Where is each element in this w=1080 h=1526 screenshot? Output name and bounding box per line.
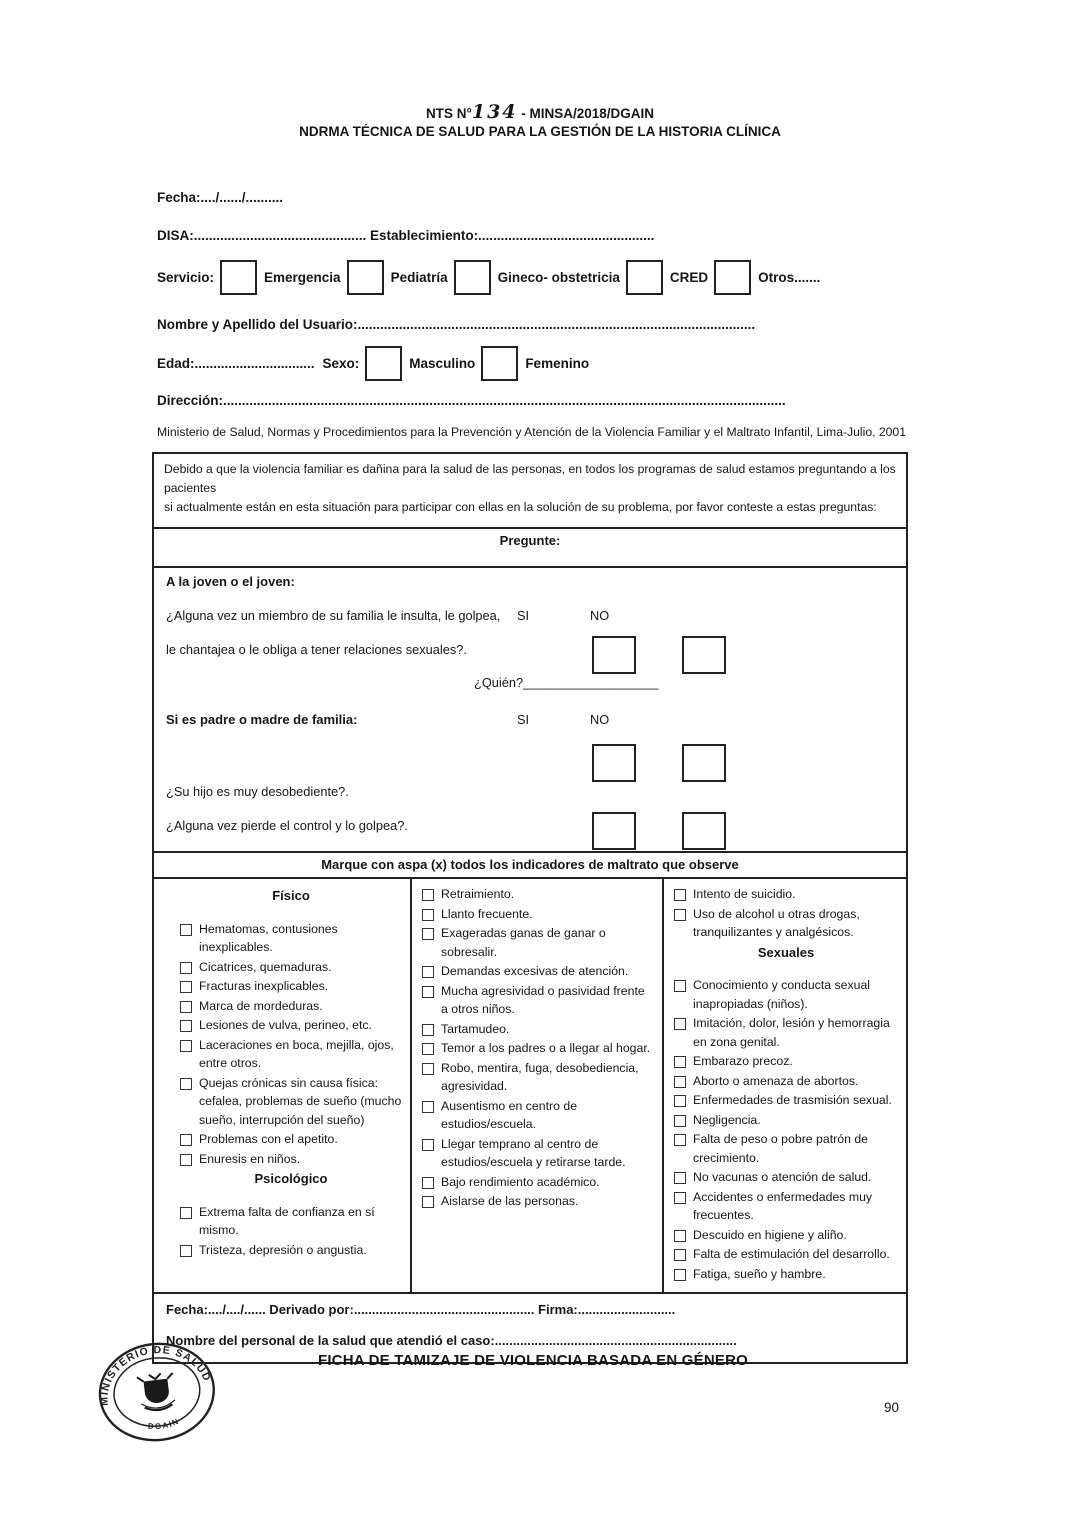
indicator-item[interactable] — [180, 997, 402, 1016]
indicator-item[interactable] — [674, 905, 898, 942]
questions-section — [154, 568, 906, 853]
indicator-group-header: Sexuales — [757, 944, 815, 960]
edad-sexo-row — [157, 346, 589, 381]
indicator-label: Tartamudeo. — [441, 1021, 510, 1036]
no-label-2: NO — [590, 712, 610, 727]
indicators-column-conductual — [412, 879, 664, 1292]
question3: ¿Alguna vez pierde el control y lo golpea?. — [166, 818, 408, 833]
indicator-label: Aborto o amenaza de abortos. — [693, 1073, 859, 1088]
no-label-1: NO — [590, 608, 610, 623]
indicator-label: Descuido en higiene y aliño. — [693, 1227, 847, 1242]
indicator-label: Falta de estimulación del desarrollo. — [693, 1247, 890, 1261]
seal-ring-text: MINISTERIO DE SALUD — [98, 1344, 214, 1407]
indicator-item[interactable] — [674, 1188, 898, 1225]
indicator-checkbox[interactable] — [674, 1249, 686, 1261]
indicator-label: Problemas con el apetito. — [199, 1132, 338, 1146]
fecha-field[interactable]: Fecha:..../....../.......... — [157, 190, 284, 205]
indicator-item[interactable] — [674, 1245, 898, 1264]
document-header — [0, 103, 1080, 141]
edad-field[interactable]: Edad:................................ — [157, 356, 315, 371]
direccion-field[interactable]: Dirección:...................................................................................................................................................... — [157, 393, 786, 408]
indicator-checkbox[interactable] — [180, 1207, 192, 1219]
q3-no-checkbox[interactable] — [682, 812, 726, 850]
q2-si-checkbox[interactable] — [592, 744, 636, 782]
indicator-checkbox[interactable] — [180, 1134, 192, 1146]
indicators-columns — [154, 879, 906, 1294]
si-label-2: SI — [517, 712, 530, 727]
indicator-checkbox[interactable] — [180, 981, 192, 993]
servicio-checkbox-4[interactable] — [714, 260, 751, 295]
indicator-label: Cicatrices, quemaduras. — [199, 959, 332, 974]
indicator-checkbox[interactable] — [180, 924, 192, 936]
indicator-label: Intento de suicidio. — [693, 887, 796, 901]
indicator-item[interactable] — [422, 1173, 654, 1192]
indicator-label: Bajo rendimiento académico. — [441, 1174, 600, 1189]
indicator-checkbox[interactable] — [674, 1230, 686, 1242]
indicator-item[interactable] — [180, 920, 402, 957]
indicator-item[interactable] — [180, 1036, 402, 1073]
indicator-item[interactable] — [674, 885, 898, 904]
servicio-checkbox-3[interactable] — [626, 260, 663, 295]
sexo-option-label: Femenino — [525, 356, 590, 371]
nombre-usuario-field[interactable]: Nombre y Apellido del Usuario:.......................................................................................................... — [157, 317, 756, 332]
indicator-item[interactable] — [422, 1020, 654, 1039]
marque-header: Marque con aspa (x) todos los indicadores de maltrato que observe — [154, 853, 906, 879]
indicator-checkbox[interactable] — [674, 909, 686, 921]
indicator-item[interactable] — [422, 982, 654, 1019]
indicators-column-fisico — [154, 879, 412, 1292]
indicator-checkbox[interactable] — [422, 889, 434, 901]
q3-si-checkbox[interactable] — [592, 812, 636, 850]
indicator-item[interactable] — [422, 905, 654, 924]
indicator-label: Falta de peso o pobre patrón de crecimiento. — [693, 1132, 869, 1165]
indicator-label: No vacunas o atención de salud. — [693, 1170, 872, 1184]
indicator-label: Marca de mordeduras. — [199, 998, 323, 1013]
servicio-label: Servicio: — [157, 270, 215, 285]
indicator-checkbox[interactable] — [674, 1192, 686, 1204]
indicator-item[interactable] — [674, 1226, 898, 1245]
indicator-label: Conocimiento y conducta sexual inapropiadas (niños). — [693, 978, 871, 1011]
servicio-option-label: Otros....... — [758, 270, 821, 285]
indicator-item[interactable] — [422, 962, 654, 981]
q1-si-checkbox[interactable] — [592, 636, 636, 674]
indicator-item[interactable] — [422, 885, 654, 904]
indicator-checkbox[interactable] — [180, 1154, 192, 1166]
indicator-item[interactable] — [180, 1203, 402, 1240]
q1-no-checkbox[interactable] — [682, 636, 726, 674]
indicator-item[interactable] — [674, 1014, 898, 1051]
indicator-checkbox[interactable] — [422, 1063, 434, 1075]
header-line2: NDRMA TÉCNICA DE SALUD PARA LA GESTIÓN DE LA HISTORIA CLÍNICA — [299, 124, 781, 139]
servicio-row — [157, 260, 820, 295]
nts-prefix: NTS N° — [425, 106, 472, 121]
indicator-label: Laceraciones en boca, mejilla, ojos, entre otros. — [199, 1037, 394, 1070]
indicator-checkbox[interactable] — [674, 1172, 686, 1184]
sexo-label: Sexo: — [322, 356, 360, 371]
sexo-options — [359, 346, 589, 381]
indicator-checkbox[interactable] — [674, 1076, 686, 1088]
indicator-label: Demandas excesivas de atención. — [441, 964, 629, 978]
indicator-label: Retraimiento. — [441, 887, 515, 901]
indicator-item[interactable] — [180, 1241, 402, 1260]
sexo-checkbox-1[interactable] — [481, 346, 518, 381]
form-title: FICHA DE TAMIZAJE DE VIOLENCIA BASADA EN GÉNERO — [318, 1352, 748, 1369]
indicator-checkbox[interactable] — [422, 1139, 434, 1151]
indicator-checkbox[interactable] — [674, 1269, 686, 1281]
indicator-checkbox[interactable] — [422, 986, 434, 998]
indicator-label: Llegar temprano al centro de estudios/escuela y retirarse tarde. — [441, 1136, 626, 1169]
indicator-item[interactable] — [674, 1072, 898, 1091]
indicator-checkbox[interactable] — [674, 1018, 686, 1030]
intro-line1: Debido a que la violencia familiar es dañina para la salud de las personas, en todos los programas de salud estamos preguntando a los pacientes — [164, 462, 896, 495]
intro-box — [154, 454, 906, 529]
indicator-item[interactable] — [422, 924, 654, 961]
indicator-item[interactable] — [674, 976, 898, 1013]
servicio-option-label: Gineco- obstetricia — [497, 270, 620, 285]
indicator-label: Ausentismo en centro de estudios/escuela. — [441, 1098, 578, 1131]
indicator-checkbox[interactable] — [422, 1196, 434, 1208]
pregunte-header: Pregunte: — [154, 529, 906, 568]
indicator-group-header: Psicológico — [254, 1171, 328, 1186]
header-line1 — [0, 103, 1080, 123]
indicator-checkbox[interactable] — [180, 1020, 192, 1032]
indicator-item[interactable] — [674, 1130, 898, 1167]
indicator-label: Enuresis en niños. — [199, 1151, 301, 1166]
indicator-label: Extrema falta de confianza en sí mismo. — [199, 1204, 375, 1237]
indicator-label: Aislarse de las personas. — [441, 1194, 579, 1208]
indicator-item[interactable] — [422, 1192, 654, 1211]
indicator-checkbox[interactable] — [674, 1134, 686, 1146]
indicator-checkbox[interactable] — [422, 928, 434, 940]
indicator-item[interactable] — [180, 1016, 402, 1035]
nts-suffix: - MINSA/2018/DGAIN — [521, 106, 655, 121]
indicator-checkbox[interactable] — [180, 1001, 192, 1013]
servicio-option-label: Emergencia — [264, 270, 341, 285]
indicator-item[interactable] — [180, 1130, 402, 1149]
indicator-label: Negligencia. — [693, 1112, 761, 1127]
coat-of-arms-emblem — [137, 1372, 177, 1412]
indicator-checkbox[interactable] — [180, 1245, 192, 1257]
indicator-checkbox[interactable] — [422, 1101, 434, 1113]
indicator-checkbox[interactable] — [674, 1095, 686, 1107]
indicator-label: Imitación, dolor, lesión y hemorragia en zona genital. — [693, 1016, 890, 1049]
nts-number-handwritten: 134 — [471, 101, 518, 123]
indicator-item[interactable] — [422, 1039, 654, 1058]
sexo-option-label: Masculino — [409, 356, 476, 371]
indicator-label: Quejas crónicas sin causa física: cefalea, problemas de sueño (mucho sueño, interrupción del sueño) — [199, 1075, 402, 1127]
indicator-item[interactable] — [422, 1097, 654, 1134]
question1-line1: ¿Alguna vez un miembro de su familia le insulta, le golpea, — [166, 608, 501, 623]
servicio-option-label: Pediatría — [390, 270, 448, 285]
indicator-checkbox[interactable] — [180, 962, 192, 974]
question1-line2: le chantajea o le obliga a tener relaciones sexuales?. — [166, 642, 467, 657]
indicator-checkbox[interactable] — [674, 1115, 686, 1127]
citation-line: Ministerio de Salud, Normas y Procedimientos para la Prevención y Atención de la Violencia Familiar y el Maltrato Infantil, Lima-Julio, 2001 — [157, 425, 906, 439]
indicator-checkbox[interactable] — [674, 980, 686, 992]
indicator-item[interactable] — [422, 1135, 654, 1172]
page-number: 90 — [884, 1400, 900, 1415]
indicator-item[interactable] — [422, 1059, 654, 1096]
indicator-item[interactable] — [180, 1074, 402, 1130]
personal-field[interactable]: Nombre del personal de la salud que atendió el caso:................................................................... — [166, 1333, 737, 1348]
servicio-checkbox-0[interactable] — [220, 260, 257, 295]
indicator-label: Fatiga, sueño y hambre. — [693, 1266, 826, 1281]
indicator-item[interactable] — [674, 1168, 898, 1187]
indicators-column-sexuales — [664, 879, 906, 1292]
indicator-label: Accidentes o enfermedades muy frecuentes. — [693, 1189, 873, 1222]
indicator-checkbox[interactable] — [422, 909, 434, 921]
section1-title: A la joven o el joven: — [166, 574, 295, 589]
indicator-label: Robo, mentira, fuga, desobediencia, agresividad. — [441, 1060, 639, 1093]
indicator-label: Uso de alcohol u otras drogas, tranquilizantes y analgésicos. — [693, 906, 860, 939]
indicator-label: Exageradas ganas de ganar o sobresalir. — [441, 926, 606, 959]
si-label-1: SI — [517, 608, 530, 623]
question2: ¿Su hijo es muy desobediente?. — [166, 784, 349, 799]
indicator-label: Llanto frecuente. — [441, 906, 533, 921]
indicator-checkbox[interactable] — [422, 966, 434, 978]
indicator-checkbox[interactable] — [422, 1177, 434, 1189]
indicator-checkbox[interactable] — [674, 1056, 686, 1068]
indicator-item[interactable] — [674, 1265, 898, 1284]
disa-establecimiento-field[interactable]: DISA:.............................................. Establecimiento:............................................... — [157, 228, 655, 243]
indicator-item[interactable] — [180, 958, 402, 977]
indicator-label: Tristeza, depresión o angustia. — [199, 1242, 367, 1257]
indicator-label: Fracturas inexplicables. — [199, 979, 329, 993]
indicator-label: Enfermedades de trasmisión sexual. — [693, 1093, 892, 1107]
indicator-item[interactable] — [674, 1052, 898, 1071]
indicator-label: Temor a los padres o a llegar al hogar. — [441, 1041, 651, 1055]
indicator-item[interactable] — [180, 977, 402, 996]
indicator-checkbox[interactable] — [422, 1024, 434, 1036]
indicator-checkbox[interactable] — [422, 1043, 434, 1055]
indicator-label: Mucha agresividad o pasividad frente a otros niños. — [441, 983, 645, 1016]
indicator-label: Embarazo precoz. — [693, 1054, 793, 1068]
servicio-options — [214, 260, 820, 295]
q2-no-checkbox[interactable] — [682, 744, 726, 782]
section2-title: Si es padre o madre de familia: — [166, 712, 358, 727]
servicio-checkbox-2[interactable] — [454, 260, 491, 295]
indicator-checkbox[interactable] — [674, 889, 686, 901]
servicio-checkbox-1[interactable] — [347, 260, 384, 295]
derivado-field[interactable]: Fecha:..../..../...... Derivado por:.................................................. Firma:........................... — [166, 1302, 676, 1317]
indicator-item[interactable] — [674, 1091, 898, 1110]
screening-table — [152, 452, 908, 1364]
quien-field[interactable]: ¿Quién?___________________ — [474, 675, 659, 690]
indicator-checkbox[interactable] — [180, 1040, 192, 1052]
indicator-item[interactable] — [674, 1111, 898, 1130]
indicator-group-header: Físico — [272, 888, 310, 903]
indicator-label: Lesiones de vulva, perineo, etc. — [199, 1018, 372, 1032]
indicator-item[interactable] — [180, 1150, 402, 1169]
sexo-checkbox-0[interactable] — [365, 346, 402, 381]
seal-bottom-text: DGAIN — [147, 1416, 182, 1432]
ministry-seal — [90, 1333, 224, 1453]
indicator-label: Hematomas, contusiones inexplicables. — [199, 921, 338, 954]
intro-line2: si actualmente están en esta situación para participar con ellas en la solución de su problema, por favor conteste a estas preguntas: — [164, 500, 877, 514]
servicio-option-label: CRED — [669, 270, 709, 285]
indicator-checkbox[interactable] — [180, 1078, 192, 1090]
